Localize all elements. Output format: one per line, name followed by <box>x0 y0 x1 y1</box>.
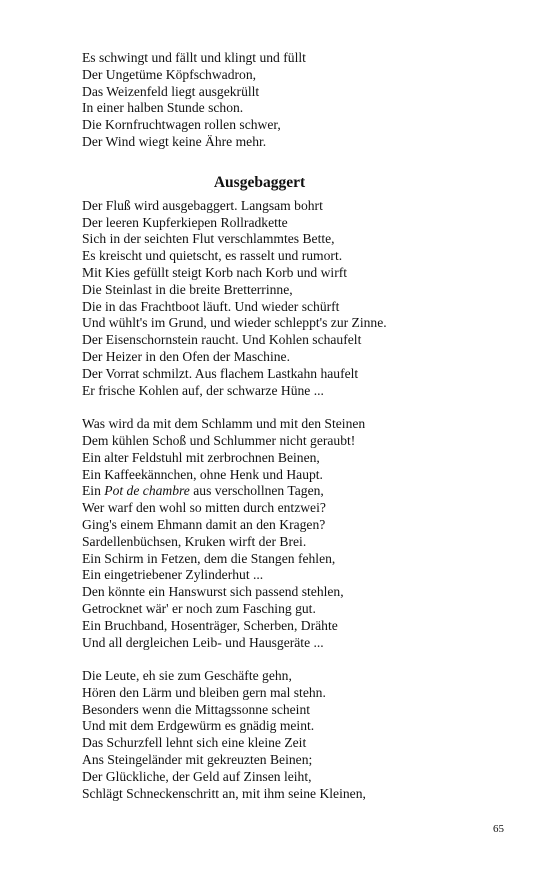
stanza-3 <box>82 668 482 802</box>
verse-line: Und mit dem Erdgewürm es gnädig meint. <box>82 718 315 734</box>
verse-line: Sardellenbüchsen, Kruken wirft der Brei. <box>82 533 307 549</box>
verse-line: Und all dergleichen Leib- und Hausgeräte ... <box>82 634 324 650</box>
verse-line: Ein eingetriebener Zylinderhut ... <box>82 567 264 583</box>
verse-line: Ein Bruchband, Hosenträger, Scherben, Drähte <box>82 617 338 633</box>
verse-line: Die Steinlast in die breite Bretterrinne, <box>82 281 293 297</box>
verse-line: Die Kornfruchtwagen rollen schwer, <box>82 117 281 133</box>
verse-line-prefix: Ein <box>82 483 105 499</box>
verse-line: Hören den Lärm und bleiben gern mal stehn. <box>82 684 326 700</box>
stanza-gap <box>82 651 482 668</box>
poem-title: Ausgebaggert <box>213 173 306 191</box>
verse-line: Ging's einem Ehmann damit an den Kragen? <box>82 516 326 532</box>
page-number: 65 <box>493 823 504 835</box>
verse-line: Der Wind wiegt keine Ähre mehr. <box>82 133 267 149</box>
verse-line: Der leeren Kupferkiepen Rollradkette <box>82 214 288 230</box>
verse-line: Die Leute, eh sie zum Geschäfte gehn, <box>82 668 292 684</box>
verse-line: Das Weizenfeld liegt ausgekrüllt <box>82 83 260 99</box>
verse-line: Es schwingt und fällt und klingt und füllt <box>82 50 306 65</box>
verse-line: Wer warf den wohl so mitten durch entzwei? <box>82 500 326 516</box>
verse-line: Mit Kies gefüllt steigt Korb nach Korb und wirft <box>82 264 348 280</box>
verse-line: Besonders wenn die Mittagssonne scheint <box>82 701 311 717</box>
verse-line: Sich in der seichten Flut verschlammtes Bette, <box>82 231 335 247</box>
verse-line: Der Vorrat schmilzt. Aus flachem Lastkahn haufelt <box>82 365 359 381</box>
verse-line: Der Glückliche, der Geld auf Zinsen leiht, <box>82 768 312 784</box>
verse-line: Die in das Frachtboot läuft. Und wieder schürft <box>82 298 340 314</box>
verse-line-with-italic <box>82 483 482 500</box>
verse-line: Ein Schirm in Fetzen, dem die Stangen fehlen, <box>82 550 336 566</box>
verse-line: Getrocknet wär' er noch zum Fasching gut. <box>82 600 316 616</box>
verse-line: Der Eisenschornstein raucht. Und Kohlen schaufelt <box>82 332 362 348</box>
verse-line: Der Fluß wird ausgebaggert. Langsam bohrt <box>82 197 323 213</box>
verse-line: Was wird da mit dem Schlamm und mit den Steinen <box>82 416 366 432</box>
verse-line: Schlägt Schneckenschritt an, mit ihm seine Kleinen, <box>82 785 366 801</box>
verse-line: Ein Kaffeekännchen, ohne Henk und Haupt. <box>82 466 323 482</box>
stanza-2 <box>82 416 482 651</box>
verse-line: In einer halben Stunde schon. <box>82 100 244 116</box>
verse-line: Der Heizer in den Ofen der Maschine. <box>82 348 290 364</box>
stanza-gap <box>82 399 482 416</box>
verse-line: Das Schurzfell lehnt sich eine kleine Zeit <box>82 735 307 751</box>
verse-line: Dem kühlen Schoß und Schlummer nicht geraubt! <box>82 432 356 448</box>
verse-line: Und wühlt's im Grund, und wieder schleppt's zur Zinne. <box>82 315 387 331</box>
verse-line: Den könnte ein Hanswurst sich passend stehlen, <box>82 584 344 600</box>
stanza-1 <box>82 198 482 400</box>
verse-line: Der Ungetüme Köpfschwadron, <box>82 66 257 82</box>
italic-phrase: Pot de chambre <box>104 483 190 499</box>
verse-line: Ans Steingeländer mit gekreuzten Beinen; <box>82 752 313 768</box>
opening-stanza <box>82 50 482 151</box>
poem-page <box>82 50 482 802</box>
verse-line: Ein alter Feldstuhl mit zerbrochnen Beinen, <box>82 449 320 465</box>
verse-line: Es kreischt und quietscht, es rasselt und rumort. <box>82 248 343 264</box>
verse-line-suffix: aus verschollnen Tagen, <box>189 483 324 499</box>
verse-line: Er frische Kohlen auf, der schwarze Hüne ... <box>82 382 324 398</box>
